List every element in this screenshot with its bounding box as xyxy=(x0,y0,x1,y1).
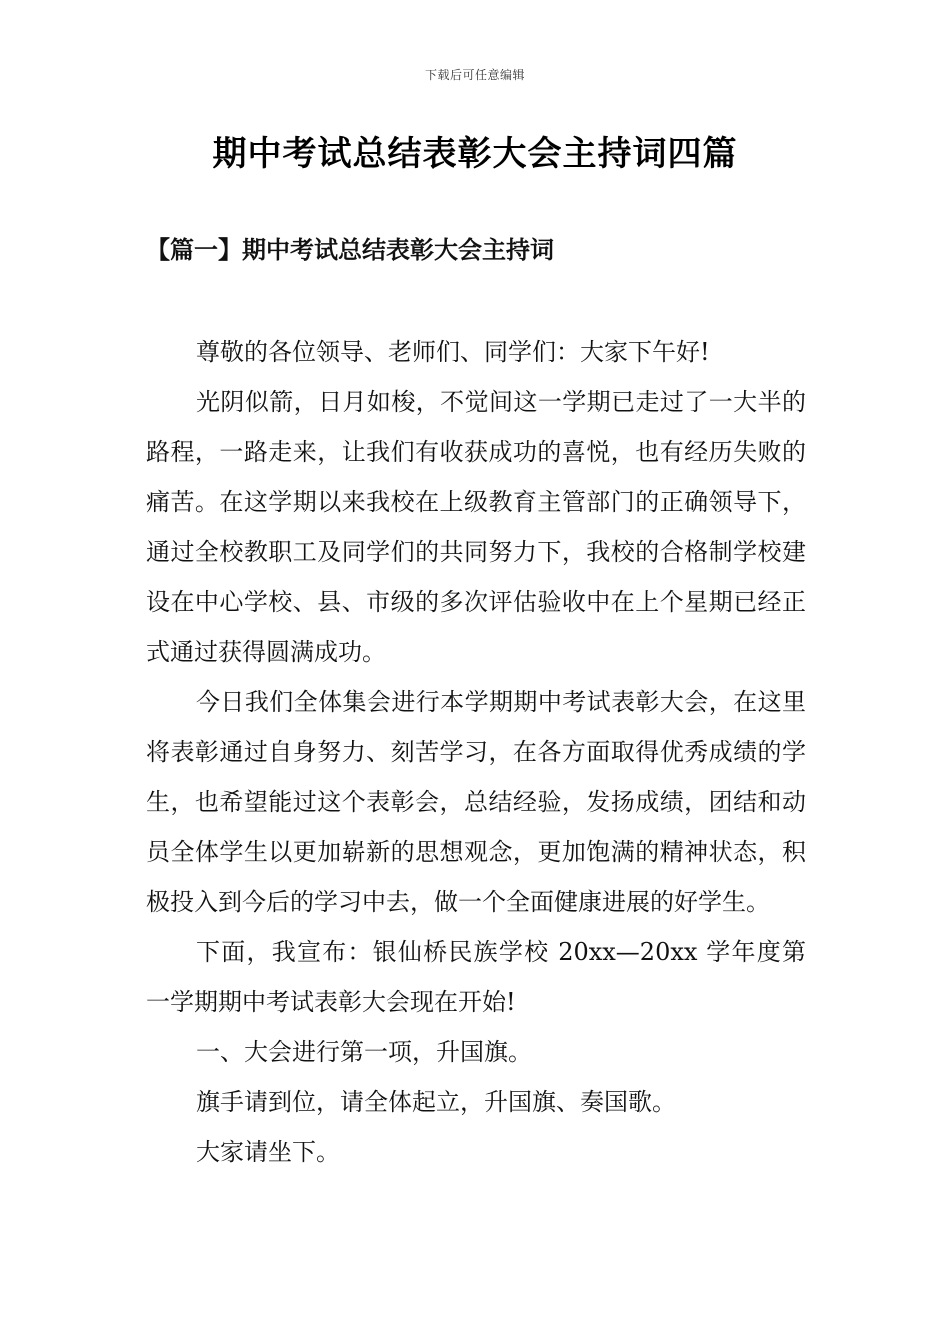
paragraph-intro: 光阴似箭，日月如梭，不觉间这一学期已走过了一大半的路程，一路走来，让我们有收获成功的喜悦，也有经历失败的痛苦。在这学期以来我校在上级教育主管部门的正确领导下，通过全校教职工及同学们的共同努力下，我校的合格制学校建设在中心学校、县、市级的多次评估验收中在上个星期已经正式通过获得圆满成功。 xyxy=(146,388,806,666)
body-text xyxy=(146,327,806,1177)
paragraph-be-seated: 大家请坐下。 xyxy=(196,1138,340,1166)
section-heading: 【篇一】期中考试总结表彰大会主持词 xyxy=(146,235,554,264)
header-note: 下载后可任意编辑 xyxy=(424,68,525,82)
document-title: 期中考试总结表彰大会主持词四篇 xyxy=(212,134,738,174)
paragraph-item-one: 一、大会进行第一项，升国旗。 xyxy=(196,1038,532,1066)
paragraph-flag-raising: 旗手请到位，请全体起立，升国旗、奏国歌。 xyxy=(196,1088,676,1116)
paragraph-announcement: 下面，我宣布：银仙桥民族学校 20xx—20xx 学年度第一学期期中考试表彰大会现在开始! xyxy=(146,938,806,1016)
paragraph-greeting: 尊敬的各位领导、老师们、同学们：大家下午好! xyxy=(196,338,710,366)
paragraph-purpose: 今日我们全体集会进行本学期期中考试表彰大会，在这里将表彰通过自身努力、刻苦学习，在各方面取得优秀成绩的学生，也希望能过这个表彰会，总结经验，发扬成绩，团结和动员全体学生以更加崭新的思想观念，更加饱满的精神状态，积极投入到今后的学习中去，做一个全面健康进展的好学生。 xyxy=(146,688,806,916)
